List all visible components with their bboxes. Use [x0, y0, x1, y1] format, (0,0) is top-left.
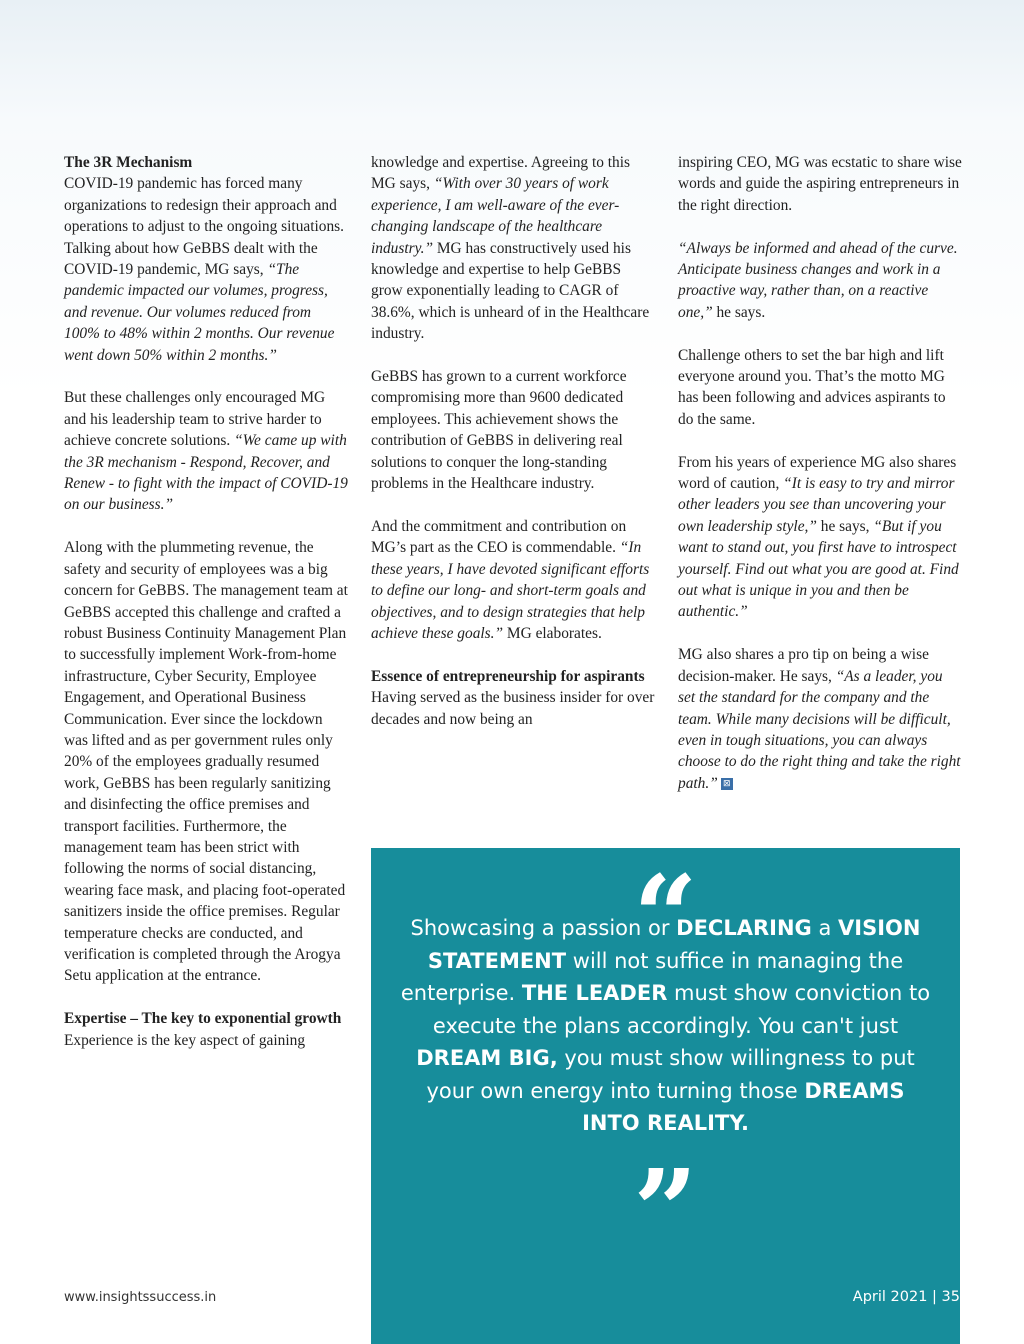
- close-quote-icon: ”: [633, 1146, 698, 1277]
- quote-text: “Always be informed and ahead of the curve. Anticipate business changes and work in a proactive way, rather than, on a reactive one,”: [678, 239, 958, 321]
- paragraph: GeBBS has grown to a current workforce compromising more than 9600 dedicated employees. This achievement shows the contribution of GeBBS in delivering real solutions to conquer the long-standing problems in the Healthcare industry.: [371, 368, 627, 493]
- paragraph: inspiring CEO, MG was ecstatic to share wise words and guide the aspiring entrepreneurs in the right direction.: [678, 154, 962, 214]
- body-text: MG elaborates.: [503, 624, 602, 642]
- pull-quote-emphasis: DREAMS INTO REALITY.: [582, 1078, 905, 1135]
- quote-text: “We came up with the 3R mechanism - Respond, Recover, and Renew - to fight with the impact of COVID-19 on our business.”: [64, 432, 348, 514]
- quote-text: “The pandemic impacted our volumes, progress, and revenue. Our volumes reduced from 100% to 48% within 2 months. Our revenue went down 50% within 2 months.”: [64, 261, 335, 364]
- body-text: knowledge and expertise. Agreeing to this MG says,: [371, 154, 631, 193]
- pull-quote-segment: must show conviction to execute the plans accordingly. You can't just: [432, 981, 931, 1038]
- paragraph: [64, 387, 349, 515]
- article-column-3: [678, 152, 963, 794]
- quote-text: “It is easy to try and mirror other leaders you see than uncovering your own leadership style,”: [678, 475, 955, 535]
- pull-quote-emphasis: DREAM BIG,: [416, 1046, 558, 1070]
- paragraph: [371, 152, 656, 345]
- pull-quote-text: [395, 912, 936, 1140]
- pull-quote-emphasis: THE LEADER: [521, 981, 668, 1005]
- section-heading: Expertise – The key to exponential growth: [64, 1010, 342, 1028]
- pull-quote-segment: a: [811, 916, 839, 940]
- body-text: Having served as the business insider for over decades and now being an: [371, 689, 655, 728]
- quote-text: “But if you want to stand out, you first have to introspect yourself. Find out what you are good at. Find out what is unique in you and then be authentic.”: [678, 517, 959, 621]
- paragraph: [64, 152, 349, 366]
- paragraph: Challenge others to set the bar high and lift everyone around you. That’s the motto MG has been following and advices aspirants to do the same.: [678, 346, 946, 428]
- article-end-icon: ⊠: [721, 778, 733, 790]
- pull-quote-segment: will not suffice in managing the enterprise.: [400, 948, 904, 1005]
- pull-quote-segment: Showcasing a passion or: [410, 916, 677, 940]
- body-text: Experience is the key aspect of gaining: [64, 1031, 306, 1049]
- article-column-1: [64, 152, 349, 1051]
- pull-quote-box: [371, 848, 960, 1344]
- paragraph: [371, 666, 656, 730]
- pull-quote-segment: you must show willingness to put your own energy into turning those: [426, 1046, 915, 1103]
- body-text: he says,: [816, 517, 874, 535]
- section-heading: The 3R Mechanism: [64, 154, 193, 171]
- body-text: But these challenges only encouraged MG and his leadership team to strive harder to achieve concrete solutions.: [64, 389, 326, 450]
- footer-page-number: April 2021 | 35: [852, 1289, 960, 1305]
- paragraph: [64, 1008, 349, 1051]
- paragraph: [678, 452, 963, 623]
- body-text: he says.: [712, 303, 766, 321]
- body-text: MG has constructively used his knowledge and expertise to help GeBBS grow exponentially leading to CAGR of 38.6%, which is unheard of in the Healthcare industry.: [371, 239, 650, 343]
- quote-text: “With over 30 years of work experience, I am well-aware of the ever-changing landscape of the healthcare industry.”: [371, 175, 620, 257]
- section-heading: Essence of entrepreneurship for aspirants: [371, 667, 645, 685]
- body-text: And the commitment and contribution on MG’s part as the CEO is commendable.: [371, 517, 627, 557]
- article-column-2: [371, 152, 656, 730]
- paragraph: Along with the plummeting revenue, the safety and security of employees was a big concern for GeBBS. The management team at GeBBS accepted this challenge and crafted a robust Business Continuity Management Plan to successfully implement Work-from-home infrastructure, Cyber Security, Employee Engagement, and Operational Business Communication. Ever since the lockdown was lifted and as per government rules only 20% of the employees gradually resumed work, GeBBS has been regularly sanitizing and disinfecting the office premises and transport facilities. Furthermore, the management team has been strict with following the norms of social distancing, wearing face mask, and placing foot-operated sanitizers inside the office premises. Regular temperature checks are conducted, and verification is completed through the Arogya Setu application at the entrance.: [64, 539, 348, 985]
- paragraph: [678, 238, 963, 324]
- body-text: COVID-19 pandemic has forced many organizations to redesign their approach and operations to adjust to the ongoing situations. Talking about how GeBBS dealt with the COVID-19 pandemic, MG says,: [64, 175, 344, 279]
- paragraph: [371, 516, 656, 644]
- pull-quote-emphasis: VISION STATEMENT: [427, 916, 921, 973]
- open-quote-icon: “: [633, 852, 698, 983]
- quote-text: “As a leader, you set the standard for the company and the team. While many decisions will be difficult, even in tough situations, you can always choose to do the right thing and take the right path.”: [678, 667, 961, 792]
- body-text: From his years of experience MG also shares word of caution,: [678, 453, 957, 493]
- pull-quote-emphasis: DECLARING: [676, 916, 812, 940]
- footer-website: www.insightssuccess.in: [64, 1290, 217, 1305]
- quote-text: “In these years, I have devoted significant efforts to define our long- and short-term goals and objectives, and to design strategies that help achieve these goals.”: [371, 539, 650, 642]
- paragraph: [678, 644, 963, 794]
- body-text: MG also shares a pro tip on being a wise decision-maker. He says,: [678, 646, 929, 685]
